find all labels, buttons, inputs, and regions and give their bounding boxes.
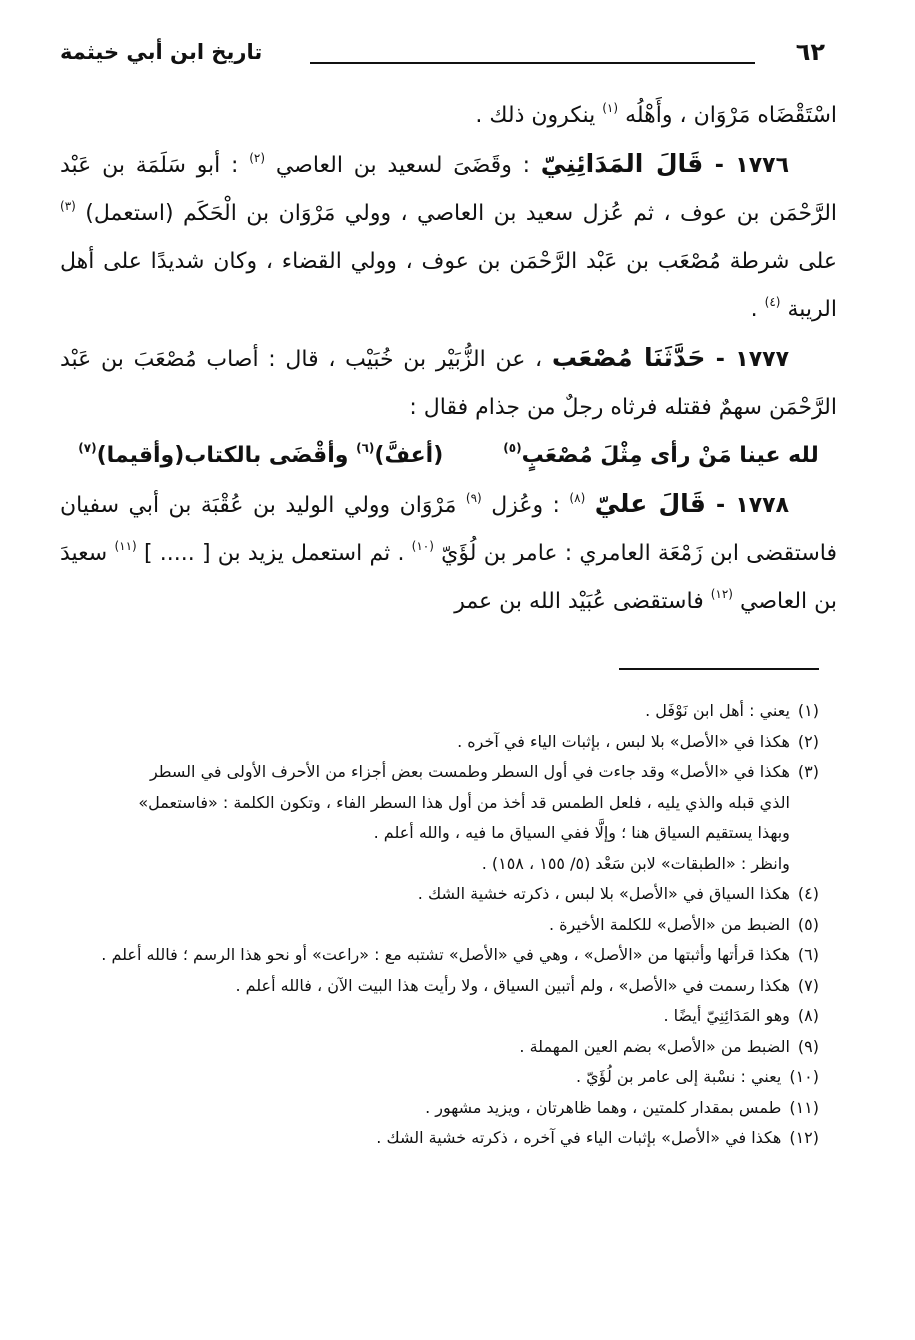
footnote — [60, 1032, 819, 1063]
footnote-body — [60, 757, 790, 879]
footnote-marker: (١٢) — [710, 587, 733, 601]
footnote-line: هكذا في «الأصل» بلا لبس ، بإثبات الياء في آخره . — [457, 731, 790, 751]
footnote-body — [60, 1032, 790, 1063]
text-run: : وقَضَىَ لسعيد بن العاصي — [275, 153, 530, 178]
footnote-body — [60, 1093, 781, 1124]
footnote-marker: (١٠) — [411, 539, 434, 553]
footnote-marker: (١) — [602, 101, 619, 115]
footnote — [60, 1062, 819, 1093]
text-run: فاستقضى عُبَيْد الله بن عمر — [454, 589, 704, 614]
footnote — [60, 696, 819, 727]
footnote — [60, 971, 819, 1002]
footnote — [60, 1093, 819, 1124]
text-run: (أعفَّ) — [374, 443, 444, 468]
footnote-line: الضبط من «الأصل» للكلمة الأخيرة . — [548, 914, 790, 934]
text-run: . — [750, 297, 758, 322]
main-text — [60, 92, 837, 626]
footnote-marker: (٨) — [569, 491, 586, 505]
footnote-separator — [619, 668, 819, 670]
text-run: ، عن الزُّبَيْر بن خُبَيْب ، قال : أصاب مُصْعَبَ بن عَبْد الرَّحْمَن سهمٌ فقتله فرثاه رجلٌ من جذام فقال : — [60, 347, 837, 420]
footnote-body — [60, 971, 790, 1002]
text-run: : وعُزل — [491, 493, 560, 518]
text-run: على شرطة مُصْعَب بن عَبْد الرَّحْمَن بن عوف ، وولي القضاء ، وكان شديدًا على أهل الريبة — [60, 249, 837, 322]
text-run: ينكرون ذلك . — [475, 103, 596, 128]
text-run: : أبو سَلَمَة بن عَبْد الرَّحْمَن بن عوف ، ثم عُزل سعيد بن العاصي ، وولي مَرْوَان بن الْحَكَم (استعمل) — [60, 153, 838, 226]
footnote — [60, 910, 819, 941]
footnote — [60, 1001, 819, 1032]
footnote-number: (١٠) — [789, 1067, 819, 1086]
footnotes-section — [60, 696, 819, 1154]
entry-1777 — [60, 334, 837, 432]
text-run: سعيدَ بن العاصي — [60, 541, 837, 614]
footnote-marker: (٢) — [249, 151, 266, 165]
page-header — [60, 38, 825, 78]
footnote-body — [60, 727, 790, 758]
text-run: اسْتَقْضَاه مَرْوَان ، وأَهْلُه — [625, 103, 837, 128]
footnote-marker: (٧) — [78, 441, 97, 455]
narrator-heading: قَالَ عليّ — [594, 489, 706, 518]
narrator-heading: حَدَّثَنَا مُصْعَب — [551, 343, 706, 372]
footnote-body — [60, 879, 790, 910]
footnote-line: الذي قبله والذي يليه ، فلعل الطمس قد أخذ من أول هذا السطر الفاء ، وتكون الكلمة : «فاستعمل» — [138, 792, 790, 812]
footnote-body — [60, 1062, 781, 1093]
footnote-body — [60, 940, 790, 971]
header-rule — [310, 62, 755, 64]
footnote-number: (٩) — [797, 1036, 819, 1056]
footnote-marker: (٣) — [60, 199, 76, 213]
entry-number: ١٧٧٧ - — [705, 347, 789, 372]
footnote-number: (٦) — [797, 945, 819, 964]
footnote-body — [60, 696, 790, 727]
poem-verse — [60, 432, 837, 480]
footnote-line: وهو المَدَائِنِيّ أيضًا . — [663, 1006, 790, 1025]
footnote-number: (٤) — [797, 884, 819, 903]
text-run: وأقْضَى بالكتاب(وأقيما) — [96, 443, 357, 468]
footnote-line: هكذا رسمت في «الأصل» ، ولم أتبين السياق ، ولا رأيت هذا البيت الآن ، فالله أعلم . — [235, 975, 790, 995]
footnote — [60, 940, 819, 971]
entry-1778 — [60, 480, 837, 626]
entry-number: ١٧٧٦ - — [703, 153, 789, 178]
footnote-number: (٨) — [797, 1006, 819, 1025]
text-run: مَرْوَان وولي الوليد بن عُقْبَة بن أبي سفيان فاستقضى ابن زَمْعَة العامري : عامر بن لُؤَيّ — [60, 493, 837, 566]
entry-number: ١٧٧٨ - — [705, 493, 790, 518]
narrator-heading: قَالَ المَدَائِنِيّ — [540, 149, 704, 178]
footnote-marker: (٥) — [503, 441, 522, 455]
footnote-line: وبهذا يستقيم السياق هنا ؛ وإلَّا ففي السياق ما فيه ، والله أعلم . — [373, 823, 790, 842]
footnote — [60, 757, 819, 879]
footnote-number: (٥) — [797, 914, 819, 934]
footnote — [60, 879, 819, 910]
footnote-line: هكذا قرأتها وأثبتها من «الأصل» ، وهي في «الأصل» تشتبه مع : «راعت» أو نحو هذا الرسم ؛ فالله أعلم . — [101, 945, 790, 964]
text-run: . ثم استعمل يزيد بن [ ..... ] — [143, 541, 405, 566]
footnote-marker: (٦) — [356, 441, 375, 455]
footnote-body — [60, 1001, 790, 1032]
footnote-line: وانظر : «الطبقات» لابن سَعْد (٥/ ١٥٥ ، ١٥٨) . — [481, 853, 790, 873]
page-number: ٦٢ — [795, 38, 825, 66]
paragraph-continuation — [60, 92, 837, 140]
footnote-number: (١١) — [789, 1097, 819, 1117]
footnote — [60, 727, 819, 758]
footnote-marker: (٤) — [764, 295, 781, 309]
footnote-number: (٢) — [797, 731, 819, 751]
footnote-number: (٣) — [797, 762, 819, 781]
verse-second-hemistich — [78, 432, 443, 480]
footnote-body — [60, 910, 790, 941]
footnote-number: (٧) — [797, 975, 819, 995]
footnote-line: يعني : نسْبة إلى عامر بن لُؤَيّ . — [575, 1067, 782, 1086]
text-run: لله عينا مَنْ رأى مِثْلَ مُصْعَبٍ — [521, 443, 819, 468]
footnote-line: الضبط من «الأصل» بضم العين المهملة . — [519, 1036, 790, 1056]
footnote-marker: (١١) — [114, 539, 137, 553]
footnote-line: طمس بمقدار كلمتين ، وهما ظاهرتان ، ويزيد مشهور . — [425, 1097, 782, 1117]
footnote-line: هكذا في «الأصل» بإثبات الياء في آخره ، ذكرته خشية الشك . — [376, 1128, 782, 1147]
verse-first-hemistich — [503, 432, 818, 480]
running-title: تاريخ ابن أبي خيثمة — [60, 40, 263, 64]
footnote-line: يعني : أهل ابن نَوْفَل . — [645, 701, 790, 720]
footnote-line: هكذا في «الأصل» وقد جاءت في أول السطر وطمست بعض أجزاء من الأحرف الأولى في السطر — [149, 762, 790, 781]
footnote — [60, 1123, 819, 1154]
footnote-number: (١٢) — [789, 1128, 819, 1147]
footnote-body — [60, 1123, 781, 1154]
footnote-line: هكذا السياق في «الأصل» بلا لبس ، ذكرته خشية الشك . — [417, 884, 790, 903]
footnote-marker: (٩) — [465, 491, 482, 505]
entry-1776 — [60, 140, 837, 334]
footnote-number: (١) — [797, 701, 819, 720]
